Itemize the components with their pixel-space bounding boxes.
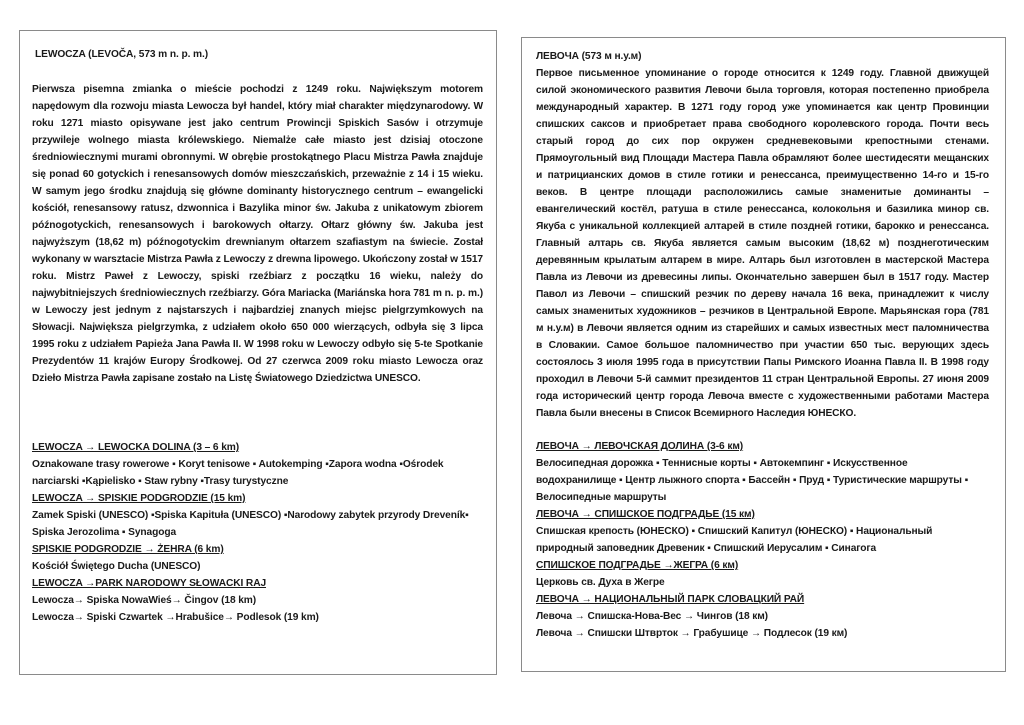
russian-text-panel	[521, 37, 1006, 672]
route-heading: ЛЕВОЧА → НАЦИОНАЛЬНЫЙ ПАРК СЛОВАЦКИЙ РАЙ	[536, 594, 805, 605]
route-description: Kościół Świętego Ducha (UNESCO)	[32, 561, 201, 572]
route-description: Велосипедная дорожка ▪ Теннисные корты ▪ Автокемпинг ▪ Искусственное водохранилище ▪ Центр лыжного спорта ▪ Бассейн ▪ Пруд ▪ Туристические маршруты ▪ Велосипедные маршруты	[536, 458, 969, 503]
history-paragraph: Первое письменное упоминание о городе относится к 1249 году. Главной движущей силой экономического развития Левочи была торговля, которая постепенно приобрела международный характер. В 1271 году город уже упоминается как центр Провинции спишских саксов и приобретает права свободного королевского города. Почти весь старый город до сих пор окружен средневековыми крепостными стенами. Прямоугольный вид Площади Мастера Павла обрамляют более шестидесяти мещанских и патрицианских домов в стиле готики и ренессанса, преимущественно 14-го и 15-го веков. В центре площади расположились самые знаменитые доминанты – евангелический костёл, ратуша в стиле ренессанса, колокольня и базилика минор св. Якуба с уникальной коллекцией алтарей в стиле поздней готики, барокко и ренессанса. Главный алтарь св. Якуба является самым высоким (18,62 м) позднеготическим деревянным крылатым алтарем в мире. Алтарь был изготовлен в мастерской Мастера Павла из Левочи из древесины липы. Окончательно завершен был в 1517 году. Мастер Павол из Левочи – спишский резчик по дереву начала 16 века, принадлежит к числу самых знаменитых художников – резчиков в Центральной Европе. Марьянская гора (781 м н.у.м) в Левочи является одним из старейших и самых известных мест паломничества в Словакии. Самое большое паломничество при участии 650 тыс. верующих здесь состоялось 3 июля 1995 года в присутствии Папы Римского Иоанна Павла II. В 1998 году проходил в Левочи 5-й саммит президентов 11 стран Центральной Европы. 27 июня 2009 года исторический центр города Левоча вместе с художественными работами Мастера Павла были внесены в Список Всемирного Наследия ЮНЕСКО.	[536, 68, 989, 419]
route-description: Lewocza→ Spiski Czwartek →Hrabušice→ Podlesok (19 km)	[32, 612, 319, 623]
polish-text-panel	[19, 30, 497, 675]
route-description: Спишская крепость (ЮНЕСКО) ▪ Спишский Капитул (ЮНЕСКО) ▪ Национальный природный заповедник Древеник ▪ Спишский Иерусалим ▪ Синагога	[536, 526, 933, 554]
route-heading: СПИШСКОЕ ПОДГРАДЬЕ →ЖЕГРА (6 км)	[536, 560, 739, 571]
routes-list	[32, 439, 483, 626]
route-heading: ЛЕВОЧА → ЛЕВОЧСКАЯ ДОЛИНА (3-6 км)	[536, 441, 744, 452]
history-paragraph: Pierwsza pisemna zmianka o mieście pochodzi z 1249 roku. Największym motorem napędowym dla rozwoju miasta Lewocza był handel, który miał charakter międzynarodowy. W roku 1271 miasto opisywane jest jako centrum Prowincji Spiskich Sasów i otrzymuje przywileje wolnego miasta królewskiego. Niemalże całe miasto jest dzisiaj otoczone średniowiecznymi murami obronnymi. W obrębie prostokątnego Placu Mistrza Pawła znajduje się ponad 60 gotyckich i renesansowych domów mieszczańskich, przeważnie z 14 i 15 wieku. W samym jego środku znajdują się główne dominanty historycznego centrum – ewangelicki kościół, renesansowy ratusz, dzwonnica i Bazylika minor św. Jakuba z unikatowym zbiorem późnogotyckich, renesansowych i barokowych ołtarzy. Ołtarz główny św. Jakuba jest najwyższym (18,62 m) późnogotyckim drewnianym ołtarzem szafiastym na świecie. Został wykonany w warsztacie Mistrza Pawła z Lewoczy z drewna lipowego. Ukończony został w 1517 roku. Mistrz Paweł z Lewoczy, spiski rzeźbiarz z początku 16 wieku, należy do najwybitniejszych średniowiecznych rzeźbiarzy. Góra Mariacka (Mariánska hora 781 m n. p. m.) w Lewoczy jest jednym z najstarszych i najbardziej znanych miejsc pielgrzymkowych na Słowacji. Największa pielgrzymka, z udziałem około 650 000 wierzących, odbyła się 3 lipca 1995 roku z udziałem Papieża Jana Pawła II. W 1998 roku w Lewoczy odbyło się 5-te Spotkanie Prezydentów 11 krajów Europy Środkowej. Od 27 czerwca 2009 roku miasto Lewocza oraz Dzieło Mistrza Pawła zapisane zostało na Listę Światowego Dziedzictwa UNESCO.	[32, 84, 483, 384]
route-description: Церковь св. Духа в Жегре	[536, 577, 665, 588]
route-heading: LEWOCZA →PARK NARODOWY SŁOWACKI RAJ	[32, 578, 267, 589]
route-description: Lewocza→ Spiska NowaWieś→ Čingov (18 km)	[32, 595, 257, 606]
panel-title: ЛЕВОЧА (573 м н.у.м)	[536, 51, 642, 62]
panel-title: LEWOCZA (LEVOČA, 573 m n. p. m.)	[35, 49, 209, 60]
route-description: Zamek Spiski (UNESCO) ▪Spiska Kapituła (UNESCO) ▪Narodowy zabytek przyrody Dreveník▪ Spiska Jerozolima ▪ Synagoga	[32, 510, 469, 538]
route-heading: LEWOCZA → SPISKIE PODGRODZIE (15 km)	[32, 493, 246, 504]
route-description: Левоча → Спишска-Нова-Вес → Чингов (18 км)	[536, 611, 768, 622]
route-description: Левоча → Спишски Штврток → Грабушице → Подлесок (19 км)	[536, 628, 848, 639]
route-heading: ЛЕВОЧА → СПИШСКОЕ ПОДГРАДЬЕ (15 км)	[536, 509, 755, 520]
routes-list	[536, 438, 989, 642]
route-description: Oznakowane trasy rowerowe ▪ Koryt tenisowe ▪ Autokemping ▪Zapora wodna ▪Ośrodek narciarski ▪Kąpielisko ▪ Staw rybny ▪Trasy turystyczne	[32, 459, 444, 487]
route-heading: SPISKIE PODGRODZIE → ŻEHRA (6 km)	[32, 544, 224, 555]
route-heading: LEWOCZA → LEWOCKA DOLINA (3 – 6 km)	[32, 442, 240, 453]
